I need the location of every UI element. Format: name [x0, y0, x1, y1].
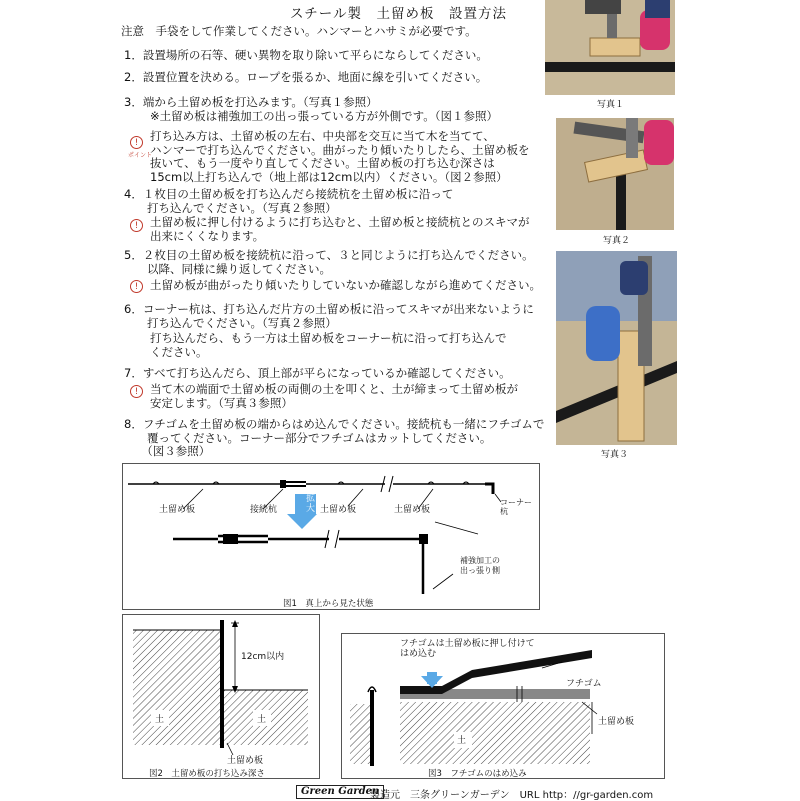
fig1-label-board-right: 土留め板	[394, 505, 431, 515]
step-5-tip: 土留め板が曲がったり傾いたりしていないか確認しながら進めてください。	[150, 278, 541, 292]
step-7: 7．すべて打ち込んだら、頂上部が平らになっているか確認してください。	[124, 366, 511, 380]
photo-2-image	[556, 118, 674, 230]
caution-icon: !	[130, 219, 143, 232]
fig1-label-reinforce: 補強加工の 出っ張り側	[460, 556, 500, 575]
fig3-label-instruction: フチゴムは土留め板に押し付けて はめ込む	[400, 639, 535, 659]
figure-1	[122, 463, 540, 610]
caution-icon: !	[130, 385, 143, 398]
caution-icon: !	[130, 280, 143, 293]
fig1-label-joint: 接続杭	[250, 505, 278, 515]
photo-3-image	[556, 251, 677, 445]
photo-1-image	[545, 0, 675, 95]
fig1-caption: 図1 真上から見た状態	[283, 599, 374, 609]
fig3-label-rubber: フチゴム	[566, 679, 602, 689]
fig2-label-height: 12cm以内	[241, 652, 285, 662]
step-2: 2．設置位置を決める。ロープを張るか、地面に線を引いてください。	[124, 70, 488, 84]
photo-2	[556, 118, 674, 230]
fig2-caption: 図2 土留め板の打ち込み深さ	[149, 769, 265, 779]
figure-2	[122, 614, 320, 779]
figure-2-drawing	[123, 615, 319, 778]
step-6-tip: 打ち込んだら、もう一方は土留め板をコーナー杭に沿って打ち込んで ください。	[150, 331, 507, 359]
step-3: 3．端から土留め板を打込みます。（写真１参照）	[124, 95, 378, 109]
page-title: スチール製 土留め板 設置方法	[290, 6, 507, 22]
step-6: 6．コーナー杭は、打ち込んだ片方の土留め板に沿ってスキマが出来ないように 打ち込んでください。（写真２参照）	[124, 302, 534, 330]
fig1-label-board-mid: 土留め板	[320, 505, 357, 515]
fig3-caption: 図3 フチゴムのはめ込み	[428, 769, 527, 779]
fig1-label-board-left: 土留め板	[159, 505, 196, 515]
caution-icon: !	[130, 136, 143, 149]
photo-3-caption: 写真３	[601, 450, 629, 460]
fig1-label-corner: コーナー 杭	[500, 498, 532, 516]
fig2-label-soil-left: 土	[155, 715, 165, 725]
step-8: 8．フチゴムを土留め板の端からはめ込んでください。接続杭も一緒にフチゴムで 覆ってください。コーナー部分でフチゴムはカットしてください。 （図３参照）	[124, 417, 545, 458]
photo-3	[556, 251, 677, 445]
fig3-label-board: 土留め板	[598, 717, 635, 727]
caution-icon-label: ポイント	[128, 152, 153, 159]
caution-line: 注意 手袋をして作業してください。ハンマーとハサミが必要です。	[121, 24, 477, 38]
step-7-tip: 当て木の端面で土留め板の両側の土を叩くと、土が締まって土留め板が 安定します。（写真３参照）	[150, 382, 518, 410]
photo-1-caption: 写真１	[597, 100, 625, 110]
step-4-tip: 土留め板に押し付けるように打ち込むと、土留め板と接続杭とのスキマが 出来にくくなります。	[150, 215, 530, 243]
brand-logo: Green Garden	[296, 785, 384, 799]
step-3-note: ※土留め板は補強加工の出っ張っている方が外側です。（図１参照）	[150, 109, 498, 123]
step-5: 5．２枚目の土留め板を接続杭に沿って、３と同じように打ち込んでください。 以降、同様に繰り返してください。	[124, 248, 534, 276]
step-1: 1．設置場所の石等、硬い異物を取り除いて平らにならしてください。	[124, 48, 488, 62]
step-3-tip: 打ち込み方は、土留め板の左右、中央部を交互に当て木を当てて、 ハンマーで打ち込んでください。曲がったり傾いたりしたら、土留め板を 抜いて、もう一度やり直してください。土留め板の打ち込む深さは 15cm以上打ち込んで（地上部は12cm以内）ください。（図２参照）	[150, 129, 530, 184]
step-4: 4．１枚目の土留め板を打ち込んだら接続杭を土留め板に沿って 打ち込んでください。（写真２参照）	[124, 187, 454, 215]
photo-1	[545, 0, 675, 95]
fig1-label-zoom: 拡大	[306, 494, 316, 514]
photo-2-caption: 写真２	[603, 236, 631, 246]
figure-1-drawing	[123, 464, 539, 609]
figure-3	[341, 633, 665, 779]
fig2-label-soil-right: 土	[257, 715, 267, 725]
footer-maker: 製造元 三条グリーンガーデン URL http：//gr-garden.com	[370, 790, 654, 801]
fig2-label-board: 土留め板	[227, 756, 264, 766]
fig3-label-soil: 土	[457, 736, 467, 746]
